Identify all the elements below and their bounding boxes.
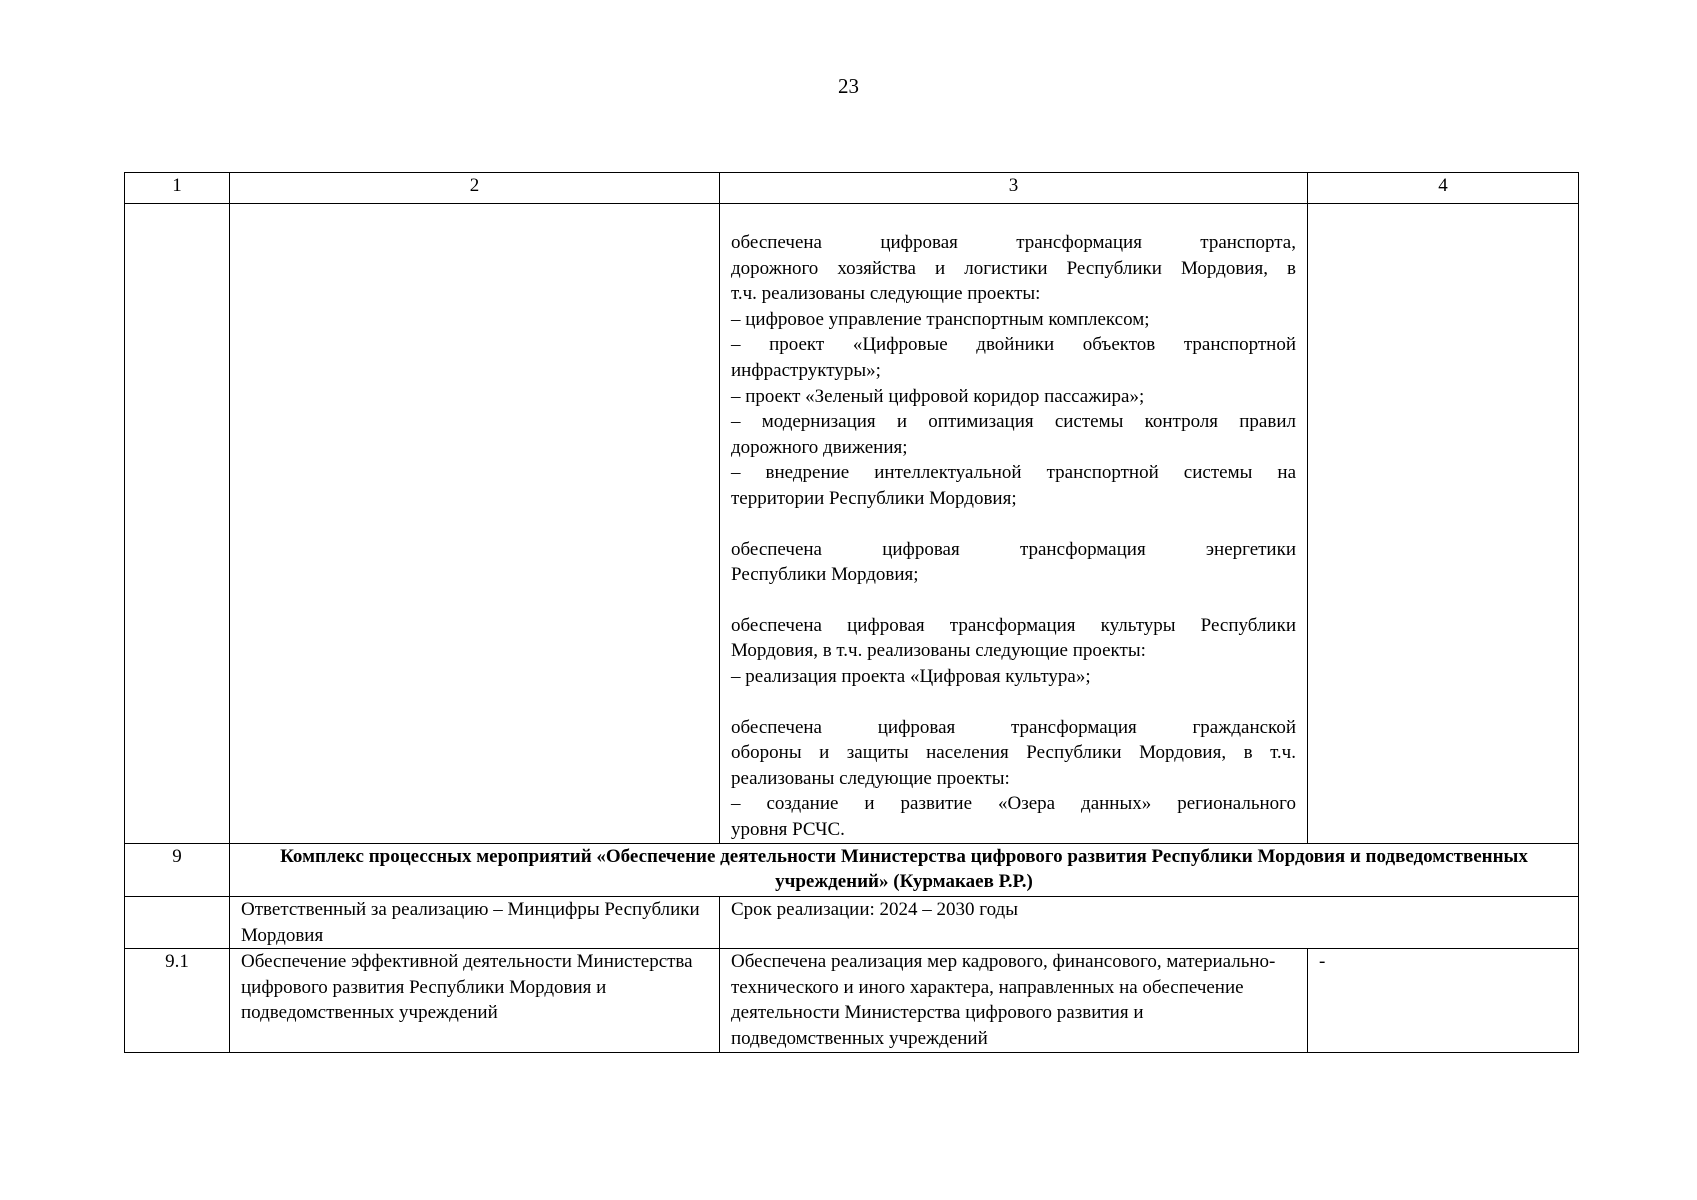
text-line: – создание и развитие «Озера данных» регионального <box>731 793 1296 815</box>
continuation-col-4 <box>1308 204 1579 844</box>
implementation-period: Срок реализации: 2024 – 2030 годы <box>720 897 1579 949</box>
text-line: – цифровое управление транспортным комплексом; <box>731 308 1150 330</box>
section-9-number: 9 <box>125 844 230 897</box>
text-line: обеспечена цифровая трансформация транспорта, <box>731 232 1296 253</box>
header-col-2: 2 <box>230 173 720 204</box>
text-line: – модернизация и оптимизация системы контроля правил <box>731 411 1296 433</box>
text-line: обеспечена цифровая трансформация гражданской <box>731 716 1296 738</box>
responsible-party: Ответственный за реализацию – Минцифры Республики Мордовия <box>230 897 720 949</box>
column-number-header-row <box>125 173 1579 204</box>
text-line: дорожного хозяйства и логистики Республики Мордовия, в <box>731 257 1296 279</box>
text-line: – внедрение интеллектуальной транспортной системы на <box>731 462 1296 484</box>
program-table <box>124 172 1579 1053</box>
header-col-3: 3 <box>720 173 1308 204</box>
section-9-title: Комплекс процессных мероприятий «Обеспечение деятельности Министерства цифрового развития Республики Мордовия и подведомственных учреждений» (Курмакаев Р.Р.) <box>230 844 1579 897</box>
row-9-1-task: Обеспечение эффективной деятельности Министерства цифрового развития Республики Мордовия и подведомственных учреждений <box>230 949 720 1053</box>
text-line: обеспечена цифровая трансформация энергетики <box>731 538 1296 560</box>
transport-block <box>731 230 1296 512</box>
continuation-col-3 <box>720 204 1308 844</box>
culture-block <box>731 613 1296 690</box>
text-line: дорожного движения; <box>731 436 908 458</box>
text-line: реализованы следующие проекты: <box>731 767 1010 789</box>
section-9-row <box>125 844 1579 897</box>
text-line: – проект «Цифровые двойники объектов транспортной <box>731 334 1296 356</box>
text-line: Мордовия, в т.ч. реализованы следующие проекты: <box>731 640 1146 662</box>
responsible-col-1 <box>125 897 230 949</box>
responsible-row <box>125 897 1579 949</box>
continuation-col-2 <box>230 204 720 844</box>
text-line: обеспечена цифровая трансформация культуры Республики <box>731 614 1296 636</box>
energy-block <box>731 537 1296 588</box>
header-col-1: 1 <box>125 173 230 204</box>
text-line: – проект «Зеленый цифровой коридор пассажира»; <box>731 385 1145 407</box>
row-9-1 <box>125 949 1579 1053</box>
continuation-col-1 <box>125 204 230 844</box>
civil-defense-block <box>731 715 1296 843</box>
text-line: территории Республики Мордовия; <box>731 487 1017 509</box>
text-line: уровня РСЧС. <box>731 818 845 840</box>
continuation-row <box>125 204 1579 844</box>
text-line: Республики Мордовия; <box>731 564 919 586</box>
row-9-1-result: Обеспечена реализация мер кадрового, финансового, материально-технического и иного характера, направленных на обеспечение деятельности Министерства цифрового развития и подведомственных учреждений <box>720 949 1308 1053</box>
row-9-1-col-4: - <box>1308 949 1579 1053</box>
page-number: 23 <box>838 74 859 98</box>
header-col-4: 4 <box>1308 173 1579 204</box>
text-line: обороны и защиты населения Республики Мордовия, в т.ч. <box>731 742 1296 764</box>
text-line: т.ч. реализованы следующие проекты: <box>731 283 1041 305</box>
text-line: – реализация проекта «Цифровая культура»; <box>731 665 1091 687</box>
text-line: инфраструктуры»; <box>731 359 881 381</box>
row-9-1-number: 9.1 <box>125 949 230 1053</box>
